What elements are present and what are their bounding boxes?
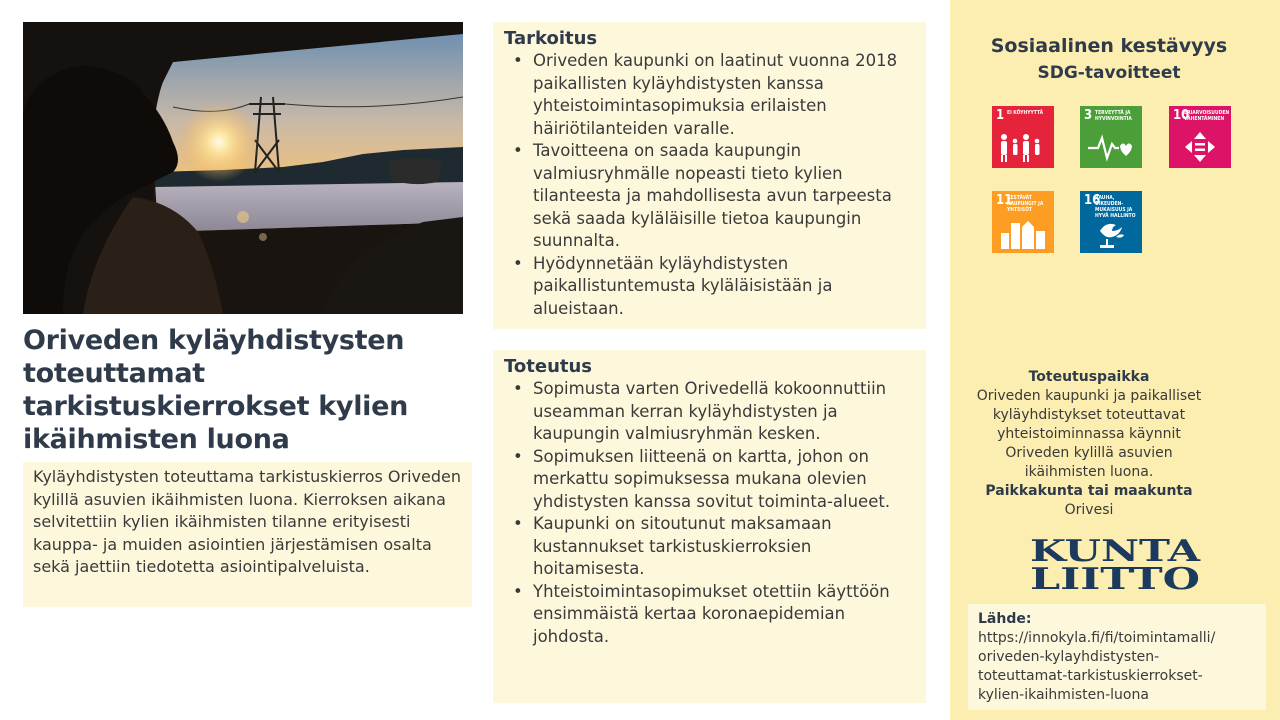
toteutus-heading: Toteutus: [504, 356, 593, 377]
city-icon: [998, 215, 1048, 249]
source-link[interactable]: https://innokyla.fi/fi/toimintamalli/ oriveden-kylayhdistysten- toteuttamat-tarkistuskierrokset- kylien-ikaihmisten-luona: [978, 630, 1216, 703]
list-item: • Oriveden kaupunki on laatinut vuonna 2018 paikallisten kyläyhdistysten kanssa yhteistoimintasopimuksia erilaisten häiriötilanteiden varalle.: [504, 50, 916, 140]
sdg-label: ERIARVOISUUDEN VÄHENTÄMINEN: [1184, 110, 1230, 122]
sdg-number: 11: [996, 193, 1013, 208]
dove-icon: [1086, 215, 1136, 249]
intro-text: Kyläyhdistysten toteuttama tarkistuskierros Oriveden kylillä asuvien ikäihmisten luona. Kierroksen aikana selvitettiin kylien ikäihmisten tilanne erityisesti kauppa- ja muiden asiointien järjestämisen osalta sekä jaettiin tiedotetta asiointipalveluista.: [23, 462, 472, 607]
family-icon: [998, 130, 1048, 164]
heartbeat-icon: [1086, 130, 1136, 164]
sdg-tile-11: [992, 191, 1054, 253]
sdg-label: RAUHA, OIKEUDEN-MUKAISUUS JA HYVÄ HALLINTO: [1095, 195, 1136, 219]
sdg-label: EI KÖYHYYTTÄ: [1007, 110, 1044, 116]
source-box: [968, 604, 1266, 710]
logo-line-2: LIITTO: [1030, 562, 1200, 591]
sidebar-subtitle: SDG-tavoitteet: [1037, 63, 1181, 83]
tarkoitus-panel: [493, 22, 926, 329]
equality-icon: [1175, 130, 1225, 164]
list-item: • Sopimusta varten Orivedellä kokoonnuttiin useamman kerran kyläyhdistysten ja kaupungin valmiusryhmän kesken.: [504, 378, 916, 446]
sdg-tile-10: [1169, 106, 1231, 168]
list-item: • Kaupunki on sitoutunut maksamaan kustannukset tarkistuskierroksien hoitamisesta.: [504, 513, 916, 581]
sdg-number: 10: [1173, 108, 1190, 123]
tarkoitus-list: [504, 50, 916, 320]
sdg-label: KESTÄVÄT KAUPUNGIT JA YHTEISÖT: [1007, 195, 1044, 213]
sdg-number: 16: [1084, 193, 1101, 208]
sidebar-title: Sosiaalinen kestävyys: [990, 35, 1228, 57]
list-item: • Hyödynnetään kyläyhdistysten paikallistuntemusta kyläläisistään ja alueistaan.: [504, 253, 916, 321]
location-heading: Toteutuspaikka: [1028, 369, 1150, 385]
location-text: Oriveden kaupunki ja paikalliset kyläyhdistykset toteuttavat yhteistoiminnassa käynnit Oriveden kylillä asuvien ikäihmisten luona.: [976, 388, 1202, 480]
toteutus-panel: [493, 350, 926, 703]
sdg-label: TERVEYTTÄ JA HYVINVOINTIA: [1095, 110, 1132, 122]
region-text: Orivesi: [1064, 502, 1114, 518]
list-item: • Tavoitteena on saada kaupungin valmiusryhmälle nopeasti tieto kylien tilanteesta ja mahdollisesta avun tarpeesta sekä saada kyläläisille tietoa kaupungin suunnalta.: [504, 140, 916, 253]
sdg-tile-1: [992, 106, 1054, 168]
tarkoitus-heading: Tarkoitus: [504, 28, 598, 49]
sdg-tile-3: [1080, 106, 1142, 168]
sdg-number: 1: [996, 108, 1005, 123]
page-title: Oriveden kyläyhdistysten toteuttamat tarkistuskierrokset kylien ikäihmisten luona: [23, 325, 409, 455]
hero-photo: [23, 22, 463, 314]
list-item: • Yhteistoimintasopimukset otettiin käyttöön ensimmäistä kertaa koronaepidemian johdosta.: [504, 581, 916, 649]
sdg-tile-16: [1080, 191, 1142, 253]
location-block: [970, 368, 1208, 520]
kuntaliitto-logo: [1030, 535, 1206, 591]
region-heading: Paikkakunta tai maakunta: [985, 483, 1193, 499]
list-item: • Sopimuksen liitteenä on kartta, johon on merkattu sopimuksessa mukana olevien yhdistysten kanssa sovitut toiminta-alueet.: [504, 446, 916, 514]
car-sunset-image: [23, 22, 463, 314]
sdg-number: 3: [1084, 108, 1093, 123]
logo-line-1: KUNTA: [1030, 535, 1201, 569]
toteutus-list: [504, 378, 916, 648]
source-heading: Lähde:: [978, 611, 1032, 627]
